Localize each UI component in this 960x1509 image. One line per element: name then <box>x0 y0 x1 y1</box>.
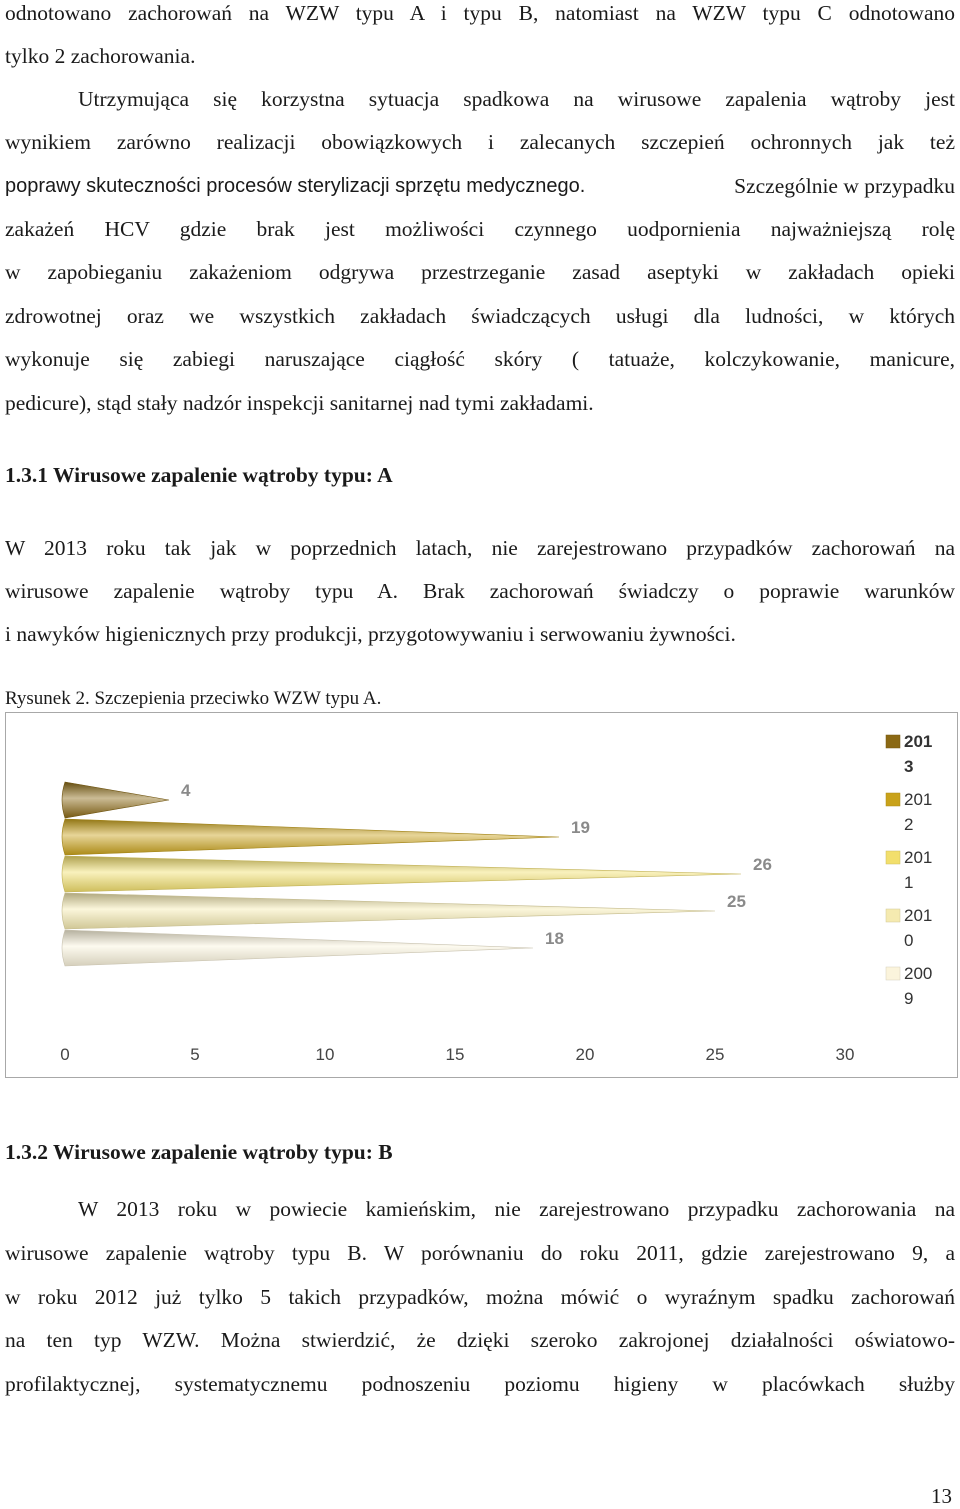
legend-swatch <box>886 851 900 864</box>
x-tick-label: 20 <box>575 1045 595 1064</box>
text-line: wykonuje się zabiegi naruszające ciągłość skóry ( tatuaże, kolczykowanie, manicure, <box>5 347 955 371</box>
section-heading: 1.3.1 Wirusowe zapalenie wątroby typu: A <box>5 463 393 487</box>
data-label-2009: 18 <box>545 929 564 948</box>
legend-swatch <box>886 793 900 806</box>
text-line: W 2013 roku w powiecie kamieńskim, nie zarejestrowano przypadku zachorowania na <box>78 1197 955 1221</box>
text-line: profilaktycznej, systematycznemu podnoszeniu poziomu higieny w placówkach służby <box>5 1372 955 1396</box>
legend-label: 201 2 <box>904 790 933 834</box>
text-line: na ten typ WZW. Można stwierdzić, że dzięki szeroko zakrojonej działalności oświatowo- <box>5 1328 955 1352</box>
legend-label: 200 9 <box>904 964 933 1008</box>
bar-2012 <box>62 819 559 855</box>
legend-swatch <box>886 909 900 922</box>
text-line: odnotowano zachorowań na WZW typu A i typu B, natomiast na WZW typu C odnotowano <box>5 1 955 25</box>
text-line: Utrzymująca się korzystna sytuacja spadkowa na wirusowe zapalenia wątroby jest <box>78 87 955 111</box>
chart-frame <box>5 712 958 1078</box>
x-tick-label: 30 <box>835 1045 855 1064</box>
text-line: pedicure), stąd stały nadzór inspekcji sanitarnej nad tymi zakładami. <box>5 391 594 415</box>
legend-swatch <box>886 967 900 980</box>
bar-2013 <box>62 782 169 818</box>
figure-caption: Rysunek 2. Szczepienia przeciwko WZW typu A. <box>5 688 382 709</box>
legend-label: 201 1 <box>904 848 933 892</box>
section-heading: 1.3.2 Wirusowe zapalenie wątroby typu: B <box>5 1140 393 1164</box>
text-line: wynikiem zarówno realizacji obowiązkowych i zalecanych szczepień ochronnych jak też <box>5 130 955 154</box>
x-tick-label: 5 <box>190 1045 200 1064</box>
legend-label: 201 0 <box>904 906 933 950</box>
page-number: 13 <box>931 1484 952 1508</box>
text-line: tylko 2 zachorowania. <box>5 44 196 68</box>
bar-2009 <box>62 930 533 966</box>
data-label-2012: 19 <box>571 818 590 837</box>
text-line: W 2013 roku tak jak w poprzednich latach, nie zarejestrowano przypadków zachorowań na <box>5 536 955 560</box>
text-line: wirusowe zapalenie wątroby typu B. W porównaniu do roku 2011, gdzie zarejestrowano 9, a <box>5 1241 955 1265</box>
text-segment-sans: poprawy skuteczności procesów sterylizacji sprzętu medycznego. <box>5 175 586 197</box>
text-line-mixed <box>5 173 955 199</box>
text-line: wirusowe zapalenie wątroby typu A. Brak zachorowań świadczy o poprawie warunków <box>5 579 955 603</box>
legend-label: 201 3 <box>904 732 933 776</box>
text-segment: Szczególnie w przypadku <box>734 174 955 198</box>
text-line: zdrowotnej oraz we wszystkich zakładach świadczących usługi dla ludności, w których <box>5 304 955 328</box>
x-tick-label: 0 <box>60 1045 70 1064</box>
bar-2010 <box>62 893 715 929</box>
x-tick-label: 25 <box>705 1045 725 1064</box>
text-line: w zapobieganiu zakażeniom odgrywa przestrzeganie zasad aseptyki w zakładach opieki <box>5 260 955 284</box>
x-tick-label: 15 <box>445 1045 465 1064</box>
data-label-2011: 26 <box>753 855 772 874</box>
text-line: zakażeń HCV gdzie brak jest możliwości czynnego uodpornienia najważniejszą rolę <box>5 217 955 241</box>
bar-2011 <box>62 856 741 892</box>
bar-chart <box>6 713 959 1079</box>
text-line: i nawyków higienicznych przy produkcji, przygotowywaniu i serwowaniu żywności. <box>5 622 736 646</box>
x-tick-label: 10 <box>315 1045 335 1064</box>
data-label-2013: 4 <box>181 781 191 800</box>
text-line: w roku 2012 już tylko 5 takich przypadków, można mówić o wyraźnym spadku zachorowań <box>5 1285 955 1309</box>
legend-swatch <box>886 735 900 748</box>
data-label-2010: 25 <box>727 892 746 911</box>
